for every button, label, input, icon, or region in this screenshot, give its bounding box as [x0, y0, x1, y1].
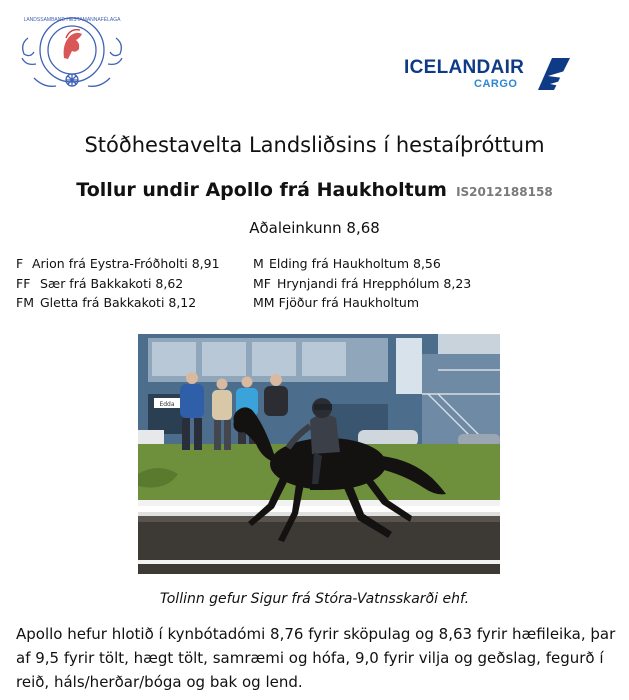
pedigree-value: Arion frá Eystra-Fróðholti 8,91 [31, 256, 220, 271]
icelandair-cargo-logo [402, 54, 574, 94]
registration-number: IS2012188158 [456, 185, 553, 199]
horse-title [0, 179, 629, 201]
horse-name: Tollur undir Apollo frá Haukholtum [76, 179, 447, 201]
svg-text:CARGO: CARGO [474, 78, 518, 90]
description-paragraph [16, 622, 621, 694]
pedigree-sire [16, 256, 220, 271]
pedigree-value: Hrynjandi frá Hrepphólum 8,23 [276, 276, 472, 291]
landssamband-logo [14, 8, 130, 96]
description-text: Apollo hefur hlotið í kynbótadómi 8,76 fyrir sköpulag og 8,63 fyrir hæfileika, þar af 9,5 fyrir tölt, hægt tölt, samræmi og hófa, 9,0 fyrir vilja og geðslag, fegurð í reið, háls/herðar/bóga og bak og lend. [16, 625, 616, 691]
pedigree-key: FM [16, 295, 34, 310]
pedigree-value: Elding frá Haukholtum 8,56 [268, 256, 441, 271]
arena-sign-text: Edda [159, 401, 175, 408]
pedigree-key: FF [16, 276, 31, 291]
pedigree-value: Gletta frá Bakkakoti 8,12 [39, 295, 197, 310]
photo-caption: Tollinn gefur Sigur frá Stóra-Vatnsskarði ehf. [159, 591, 470, 607]
pedigree-value: Sær frá Bakkakoti 8,62 [39, 276, 184, 291]
pedigree-sire-dam [16, 295, 196, 310]
document-heading: Stóðhestavelta Landsliðsins í hestaíþróttum [84, 133, 545, 157]
main-score: Aðaleinkunn 8,68 [249, 219, 380, 237]
pedigree-sire-sire [16, 276, 183, 291]
horse-photo [138, 334, 500, 574]
pedigree-key: MM [253, 295, 275, 310]
svg-text:ICELANDAIR: ICELANDAIR [404, 57, 525, 78]
pedigree-key: M [253, 256, 264, 271]
landssamband-logo-text: LANDSSAMBAND HESTAMANNAFÉLAGA [23, 17, 121, 23]
pedigree-key: MF [253, 276, 271, 291]
pedigree-value: Fjöður frá Haukholtum [278, 295, 419, 310]
pedigree-dam-sire [253, 276, 471, 291]
pedigree-dam [253, 256, 441, 271]
pedigree-dam-dam [253, 295, 419, 310]
pedigree-key: F [16, 256, 24, 271]
